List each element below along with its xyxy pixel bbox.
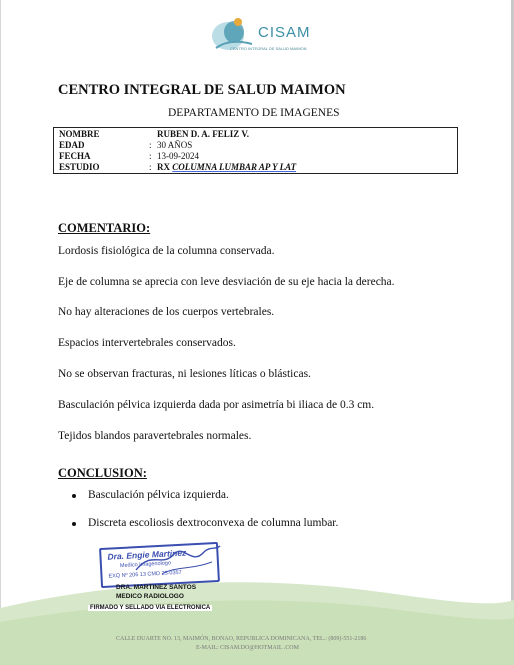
study-date-label: FECHA — [59, 151, 91, 161]
study-date-sep: : — [149, 151, 152, 161]
study-type-prefix: RX — [157, 162, 173, 172]
footer-address: CALLE DUARTE NO. 13, MAIMÓN, BONAO, REPUBLICA DOMINICANA, TEL.: (809)-551-2186 — [116, 636, 367, 642]
study-type-label: ESTUDIO — [59, 162, 100, 172]
patient-age-value: 30 AÑOS — [157, 140, 193, 150]
page-border-left — [0, 0, 1, 665]
conclusion-list — [72, 489, 338, 545]
conclusion-item: Discreta escoliosis dextroconvexa de columna lumbar. — [72, 517, 338, 545]
doctor-name: DRA. MARTINEZ SANTOS — [116, 584, 197, 591]
study-date-value: 13-09-2024 — [157, 151, 199, 161]
clinic-title: CENTRO INTEGRAL DE SALUD MAIMON — [58, 82, 346, 98]
doctor-stamp — [99, 542, 220, 588]
cisam-logo — [208, 14, 318, 56]
finding-line: Espacios intervertebrales conservados. — [58, 337, 236, 349]
stamp-role: Medico Imagenologo — [119, 560, 172, 570]
patient-age-sep: : — [149, 140, 152, 150]
study-type-value — [157, 162, 296, 173]
study-type-name: COLUMNA LUMBAR AP Y LAT — [172, 162, 297, 172]
finding-line: Basculación pélvica izquierda dada por asimetría bi iliaca de 0.3 cm. — [58, 399, 375, 411]
patient-name-value: RUBEN D. A. FELIZ V. — [157, 129, 249, 139]
stamp-exequatur: EXQ Nº 206 13 CMD 25-0357 — [108, 569, 182, 580]
footer-email: E-MAIL: CISAM.DO@HOTMAIL .COM — [196, 645, 299, 651]
conclusion-heading: CONCLUSION: — [58, 466, 147, 480]
doctor-role: MEDICO RADIOLOGO — [116, 593, 184, 600]
patient-age-label: EDAD — [59, 140, 85, 150]
conclusion-item: Basculación pélvica izquierda. — [72, 489, 338, 517]
patient-info-box — [53, 127, 458, 174]
finding-line: No se observan fracturas, ni lesiones líticas o blásticas. — [58, 368, 311, 380]
signed-note: FIRMADO Y SELLADO VIA ELECTRONICA — [90, 605, 211, 611]
finding-line: Tejidos blandos paravertebrales normales. — [58, 430, 252, 442]
department-title: DEPARTAMENTO DE IMAGENES — [168, 107, 340, 119]
stamp-name: Dra. Engie Martinez — [107, 547, 187, 562]
logo-wordmark: CISAM — [258, 24, 311, 41]
logo-tagline: CENTRO INTEGRAL DE SALUD MAIMON — [230, 46, 307, 51]
study-type-sep: : — [149, 162, 152, 172]
finding-line: No hay alteraciones de los cuerpos vertebrales. — [58, 306, 275, 318]
finding-line: Eje de columna se aprecia con leve desviación de su eje hacia la derecha. — [58, 276, 395, 288]
comentario-heading: COMENTARIO: — [58, 221, 151, 235]
finding-line: Lordosis fisiológica de la columna conservada. — [58, 245, 275, 257]
patient-name-label: NOMBRE — [59, 129, 100, 139]
